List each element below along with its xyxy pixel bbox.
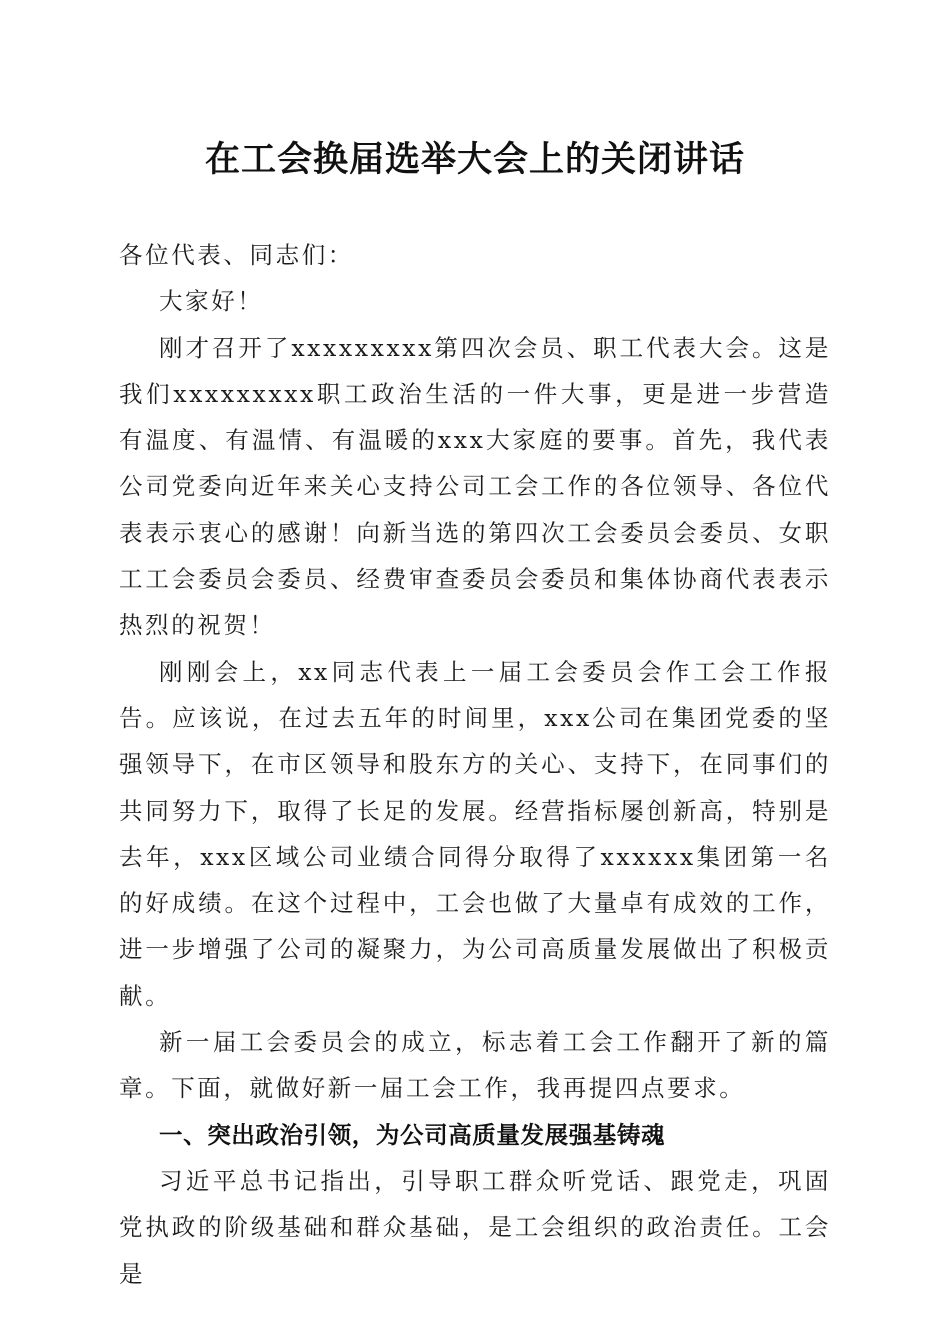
- document-title: 在工会换届选举大会上的关闭讲话: [204, 139, 745, 180]
- paragraph-review: 刚刚会上，xx同志代表上一届工会委员会作工会工作报告。应该说，在过去五年的时间里，xxx公司在集团党委的坚强领导下，在市区领导和股东方的关心、支持下，在同事们的共同努力下，取得了长足的发展。经营指标屡创新高，特别是去年，xxx区域公司业绩合同得分取得了xxxxxx集团第一名的好成绩。在这个过程中，工会也做了大量卓有成效的工作，进一步增强了公司的凝聚力，为公司高质量发展做出了积极贡献。: [119, 657, 831, 1010]
- section-heading: 一、突出政治引领，为公司高质量发展强基铸魂: [159, 1120, 666, 1149]
- greeting: 大家好！: [159, 287, 264, 316]
- paragraph-transition: 新一届工会委员会的成立，标志着工会工作翻开了新的篇章。下面，就做好新一届工会工作，我再提四点要求。: [119, 1028, 831, 1103]
- paragraph-opening: 刚才召开了xxxxxxxxx第四次会员、职工代表大会。这是我们xxxxxxxxx职工政治生活的一件大事，更是进一步营造有温度、有温情、有温暖的xxx大家庭的要事。首先，我代表公司党委向近年来关心支持公司工会工作的各位领导、各位代表表示衷心的感谢！向新当选的第四次工会委员会委员、女职工工会委员会委员、经费审查委员会委员和集体协商代表表示热烈的祝贺！: [119, 333, 831, 640]
- section-paragraph: 习近平总书记指出，引导职工群众听党话、跟党走，巩固党执政的阶级基础和群众基础，是工会组织的政治责任。工会是: [119, 1166, 831, 1288]
- document-body: [119, 232, 831, 1297]
- salutation: 各位代表、同志们：: [119, 241, 354, 269]
